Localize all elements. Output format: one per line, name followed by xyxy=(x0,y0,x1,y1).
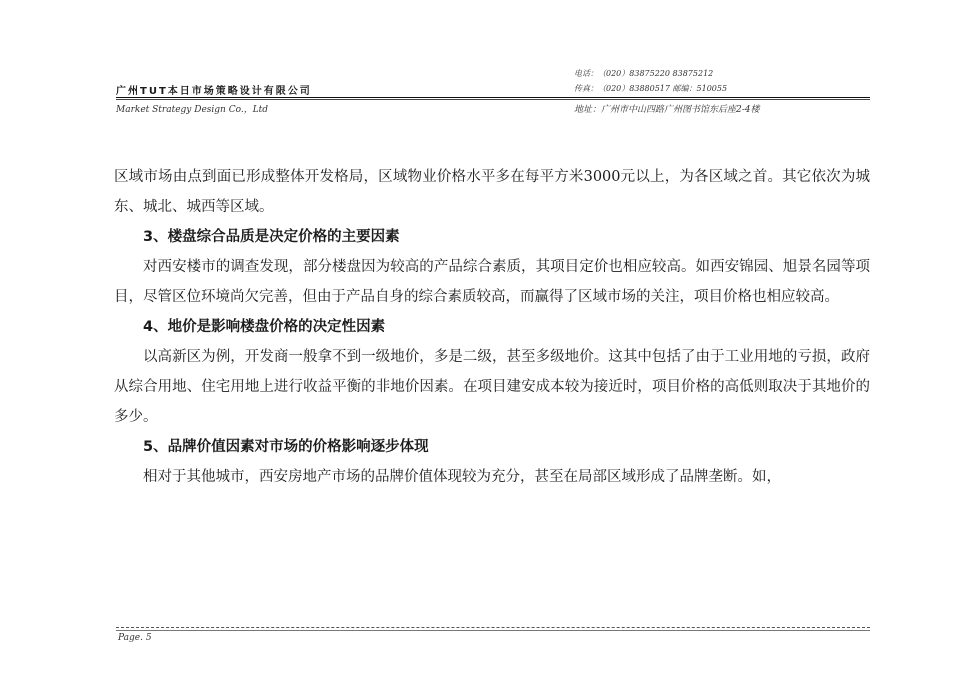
section-3-paragraph: 对西安楼市的调查发现，部分楼盘因为较高的产品综合素质，其项目定价也相应较高。如西安锦园、旭景名园等项目，尽管区位环境尚欠完善，但由于产品自身的综合素质较高，而赢得了区域市场的关注，项目价格也相应较高。 xyxy=(114,259,870,305)
intro-paragraph: 区域市场由点到面已形成整体开发格局，区域物业价格水平多在每平方米3000元以上，为各区域之首。其它依次为城东、城北、城西等区域。 xyxy=(114,169,870,215)
company-name-english: Market Strategy Design Co.，Ltd xyxy=(116,105,269,115)
section-4-heading: 4、地价是影响楼盘价格的决定性因素 xyxy=(143,319,386,335)
header-fax-postcode: 传真：（020）83880517 邮编：510055 xyxy=(574,84,728,93)
section-5-paragraph: 相对于其他城市，西安房地产市场的品牌价值体现较为充分，甚至在局部区域形成了品牌垄断。如， xyxy=(143,469,781,485)
document-body xyxy=(114,162,870,492)
section-3-heading: 3、楼盘综合品质是决定价格的主要因素 xyxy=(143,229,400,245)
section-5-heading: 5、品牌价值因素对市场的价格影响逐步体现 xyxy=(143,439,429,455)
company-name-chinese: 广州TUT本日市场策略设计有限公司 xyxy=(116,86,312,97)
header-phone: 电话：（020）83875220 83875212 xyxy=(574,69,714,78)
header-rule xyxy=(116,97,870,98)
footer-rule-secondary xyxy=(116,630,870,631)
footer-rule xyxy=(116,627,870,628)
section-4-paragraph: 以高新区为例，开发商一般拿不到一级地价，多是二级，甚至多级地价。这其中包括了由于工业用地的亏损，政府从综合用地、住宅用地上进行收益平衡的非地价因素。在项目建安成本较为接近时，项目价格的高低则取决于其地价的多少。 xyxy=(114,349,870,425)
header-rule-secondary xyxy=(116,99,870,100)
page-number: Page. 5 xyxy=(118,633,152,643)
header-address: 地址：广州市中山四路广州图书馆东后座2-4楼 xyxy=(574,105,760,115)
